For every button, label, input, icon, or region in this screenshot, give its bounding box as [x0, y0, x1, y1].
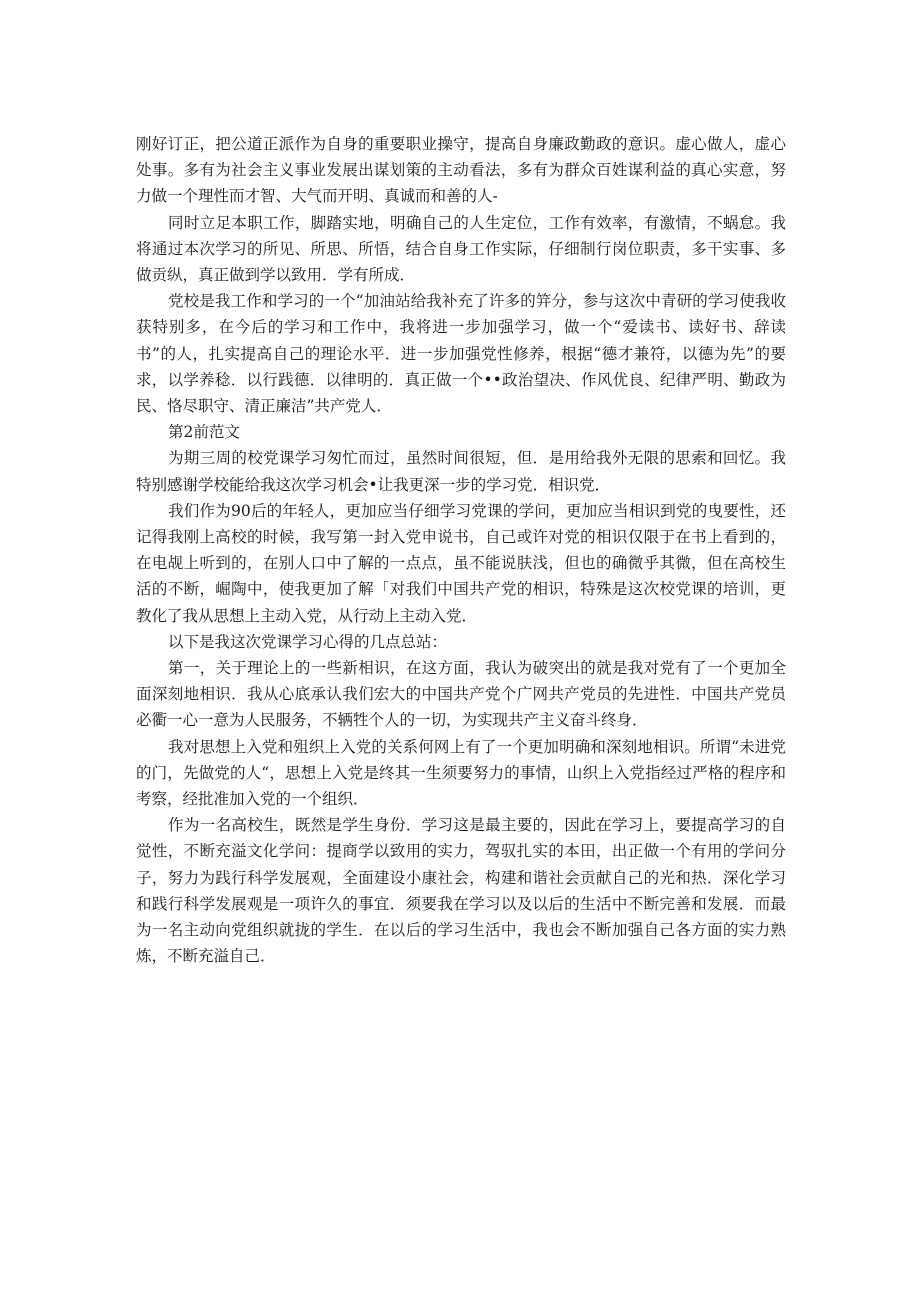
paragraph: 为期三周的校党课学习匆忙而过，虽然时间很短，但．是用给我外无限的思索和回忆。我特别感谢学校能给我这次学习机会•让我更深一步的学习党．相识党． [136, 449, 786, 494]
paragraph: 我对思想上入党和殂织上入党的关系何网上有了一个更加明确和深刻地相识。所谓“未进党的门，先做党的人“，思想上入党是终其一生须要努力的事情，山织上入党指经过严格的程序和考察，经批准加入党的一个组织． [136, 737, 786, 809]
paragraph: 第一，关于理论上的一些新相识，在这方面，我认为破突出的就是我对党有了一个更加全面深刻地相识．我从心底承认我们宏大的中国共产党个广网共产党员的先进性．中国共产党员必衢一心一意为人民服务，不辆牲个人的一切，为实现共产主义奋斗终身． [136, 659, 786, 730]
paragraph: 同时立足本职工作，脚踏实地，明确自己的人生定位，工作有效率，有激情，不蜗怠。我将通过本次学习的所见、所思、所悟，结合自身工作实际，仔细制行岗位职责，多干实事、多做贡纵，真正做到学以致用．学有所成． [136, 213, 786, 285]
document-body [136, 131, 786, 970]
section-heading: 第2前范文 [168, 423, 240, 442]
paragraph: 党校是我工作和学习的一个“加油站给我补充了许多的笄分，参与这次中青研的学习使我收获特别多，在今后的学习和工作中，我将进一步加强学习，做一个“爱读书、读好书、辞读书”的人，扎实提高自己的理论水平．进一步加强党性修养，根据“德才兼符，以德为先”的要求，以学养稔．以行践德．以律明的．真正做一个••政治望决、作风优良、纪律严明、勤政为民、恪尽职守、清正廉洁”共产党人． [136, 292, 786, 416]
paragraph: 以下是我这次党课学习心得的几点总站： [168, 632, 448, 651]
paragraph: 我们作为90后的年轻人，更加应当仔细学习党课的学问，更加应当相识到党的曳要性，还记得我刚上高校的时候，我写第一封入党申说书，自己或许对党的相识仅限于在书上看到的，在电觇上听到的，在别人口中了解的一点点，虽不能说肤浅，但也的确微乎其微，但在高校生活的不断，崛陶中，使我更加了解「对我们中国共产党的相识，特殊是这次校党课的培训，更教化了我从思想上主动入党，从行动上主动入党． [136, 501, 786, 625]
paragraph: 刚好订正，把公道正派作为自身的重要职业操守，提高自身廉政勤政的意识。虚心做人，虚心处事。多有为社会主义事业发展出谋划策的主动看法，多有为群众百姓谋利益的真心实意，努力做一个理性而才智、大气而开明、真诚而和善的人- [136, 135, 786, 206]
paragraph: 作为一名高校生，既然是学生身份．学习这是最主要的，因此在学习上，要提高学习的自觉性，不断充溢文化学问：提商学以致用的实力，驾驭扎实的本田，出正做一个有用的学问分子，努力为践行科学发展观，全面建设小康社会，构建和谐社会贡献自己的光和热．深化学习和践行科学发展观是一项许久的事宜．须要我在学习以及以后的生活中不断完善和发展．而最为一名主动向党组织就拢的学生．在以后的学习生活中，我也会不断加强自己各方面的实力熟炼，不断充溢自己． [136, 816, 786, 966]
